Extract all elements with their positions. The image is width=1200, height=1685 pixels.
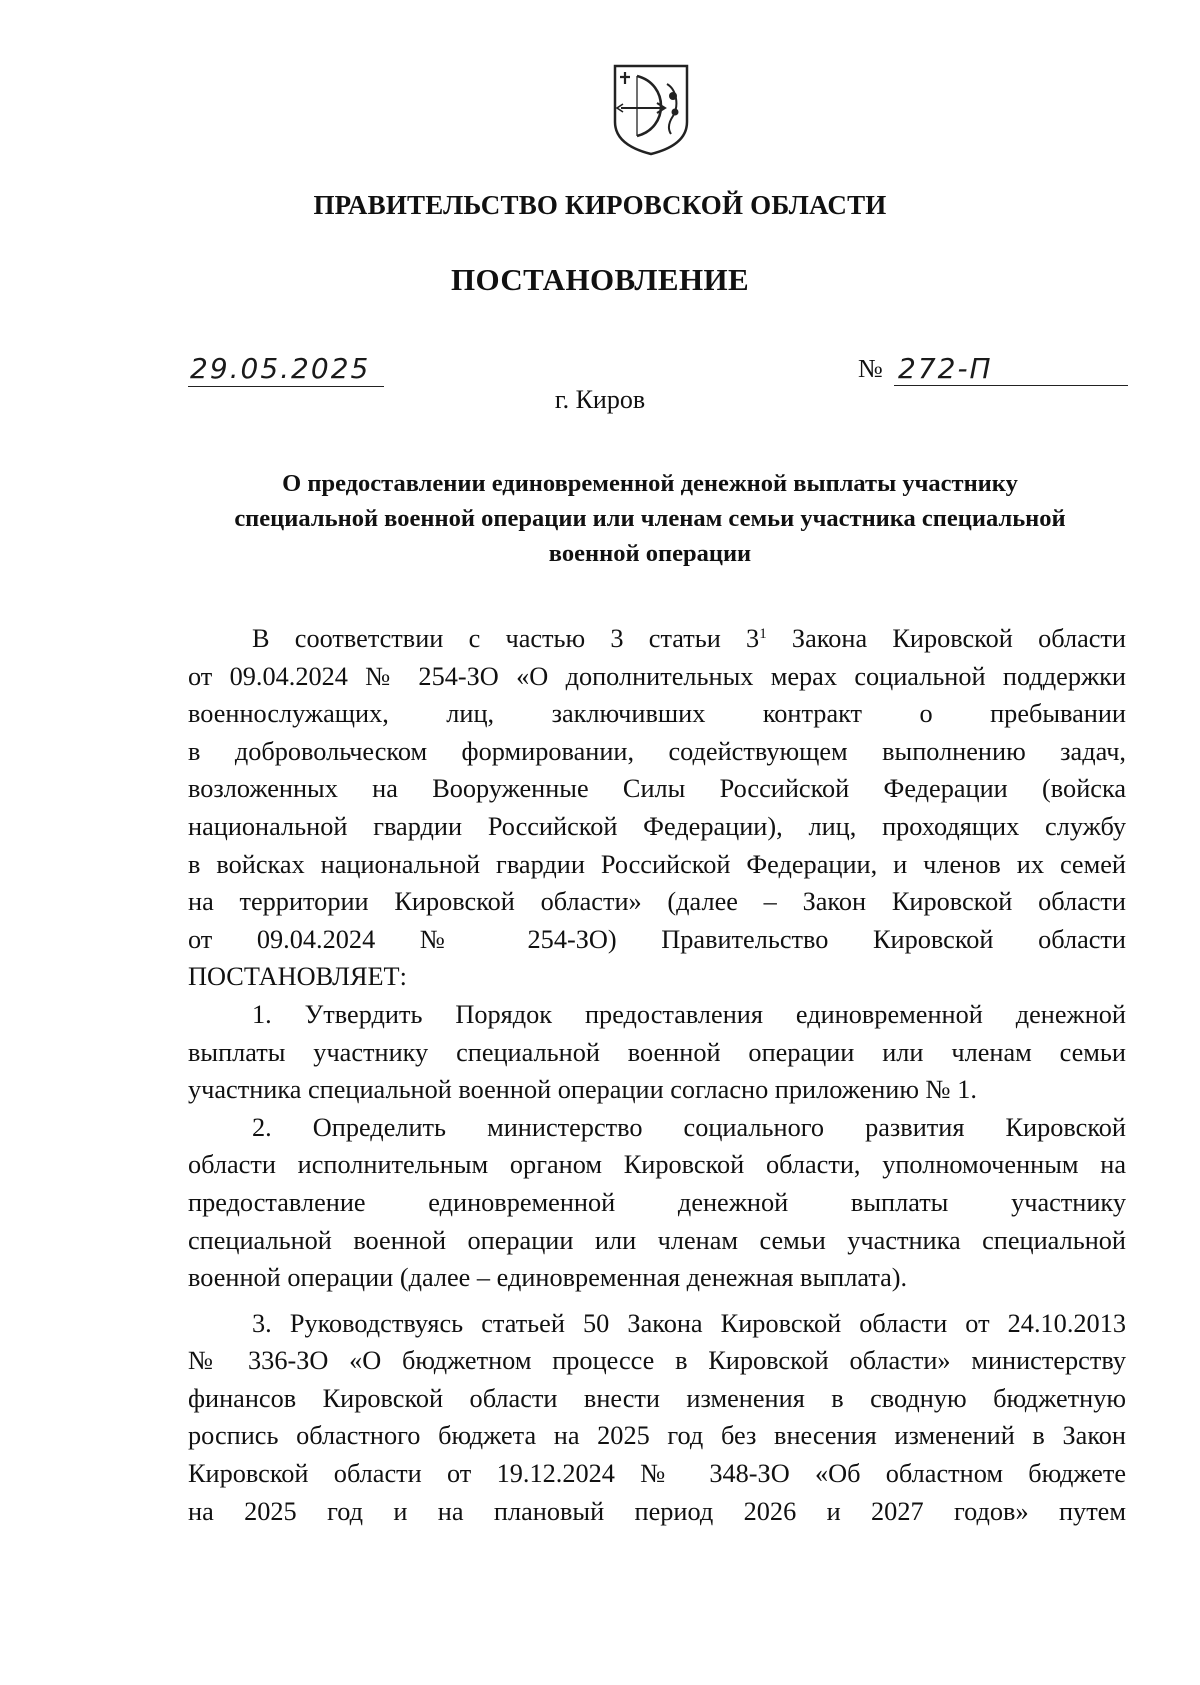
document-type: ПОСТАНОВЛЕНИЕ (450, 262, 750, 297)
text-line: участника специальной военной операции согласно приложению № 1. (188, 1075, 977, 1105)
city: г. Киров (554, 385, 646, 414)
title-line: специальной военной операции или членам семьи участника специальной (234, 505, 1066, 532)
clause-1 (188, 996, 1126, 1109)
text-line: выплаты участнику специальной военной операции или членам семьи (188, 1037, 1126, 1067)
text-line: предоставление единовременной денежной выплаты участнику (188, 1187, 1126, 1217)
text-line: специальной военной операции или членам семьи участника специальной (188, 1225, 1126, 1255)
text-line: финансов Кировской области внести изменения в сводную бюджетную (188, 1383, 1126, 1413)
preamble-paragraph (188, 620, 1126, 996)
text-line: области исполнительным органом Кировской области, уполномоченным на (188, 1150, 1126, 1180)
text-line: на 2025 год и на плановый период 2026 и 2027 годов» путем (188, 1496, 1126, 1526)
text-line: В соответствии с частью 3 статьи $3^1$ Закона Кировской области (252, 624, 1126, 653)
text-line: в войсках национальной гвардии Российской Федерации, и членов их семей (188, 849, 1126, 879)
title-line: военной операции (548, 540, 752, 567)
text-line: Кировской области от 19.12.2024 № 348-ЗО «Об областном бюджете (188, 1459, 1126, 1489)
text-line: возложенных на Вооруженные Силы Российской Федерации (войска (188, 774, 1126, 804)
text-line: 2. Определить министерство социального развития Кировской (252, 1112, 1126, 1142)
clause-2 (188, 1109, 1126, 1297)
text-line: на территории Кировской области» (далее – Закон Кировской области (188, 887, 1126, 917)
text-line: военной операции (далее – единовременная денежная выплата). (188, 1263, 908, 1293)
decree-title (170, 466, 1130, 571)
government-name: ПРАВИТЕЛЬСТВО КИРОВСКОЙ ОБЛАСТИ (313, 190, 887, 220)
text-line: военнослужащих, лиц, заключивших контракт о пребывании (188, 699, 1126, 729)
text-line: от 09.04.2024 № 254-ЗО) Правительство Кировской области (188, 924, 1126, 954)
text-line: № 336-ЗО «О бюджетном процессе в Кировской области» министерству (188, 1346, 1126, 1376)
text-line: от 09.04.2024 № 254-ЗО «О дополнительных мерах социальной поддержки (188, 661, 1126, 691)
clause-3 (188, 1305, 1126, 1531)
text-line: национальной гвардии Российской Федерации), лиц, проходящих службу (188, 811, 1126, 841)
text-line: роспись областного бюджета на 2025 год без внесения изменений в Закон (188, 1421, 1126, 1451)
decree-date-field (188, 352, 384, 387)
title-line: О предоставлении единовременной денежной выплаты участнику (282, 470, 1018, 497)
superscript: 1 (759, 626, 767, 642)
text-line: 1. Утвердить Порядок предоставления единовременной денежной (252, 999, 1126, 1029)
number-sign: № (858, 354, 883, 383)
decree-date: 29.05.2025 (190, 352, 371, 385)
text-line: 3. Руководствуясь статьей 50 Закона Кировской области от 24.10.2013 (252, 1308, 1126, 1338)
coat-of-arms-icon (611, 62, 691, 156)
text-line: в добровольческом формировании, содействующем выполнению задач, (188, 736, 1126, 766)
text-line: ПОСТАНОВЛЯЕТ: (188, 962, 407, 992)
decree-number-field (858, 352, 1128, 386)
decree-number: 272-П (898, 352, 993, 385)
decree-body (188, 620, 1126, 1530)
